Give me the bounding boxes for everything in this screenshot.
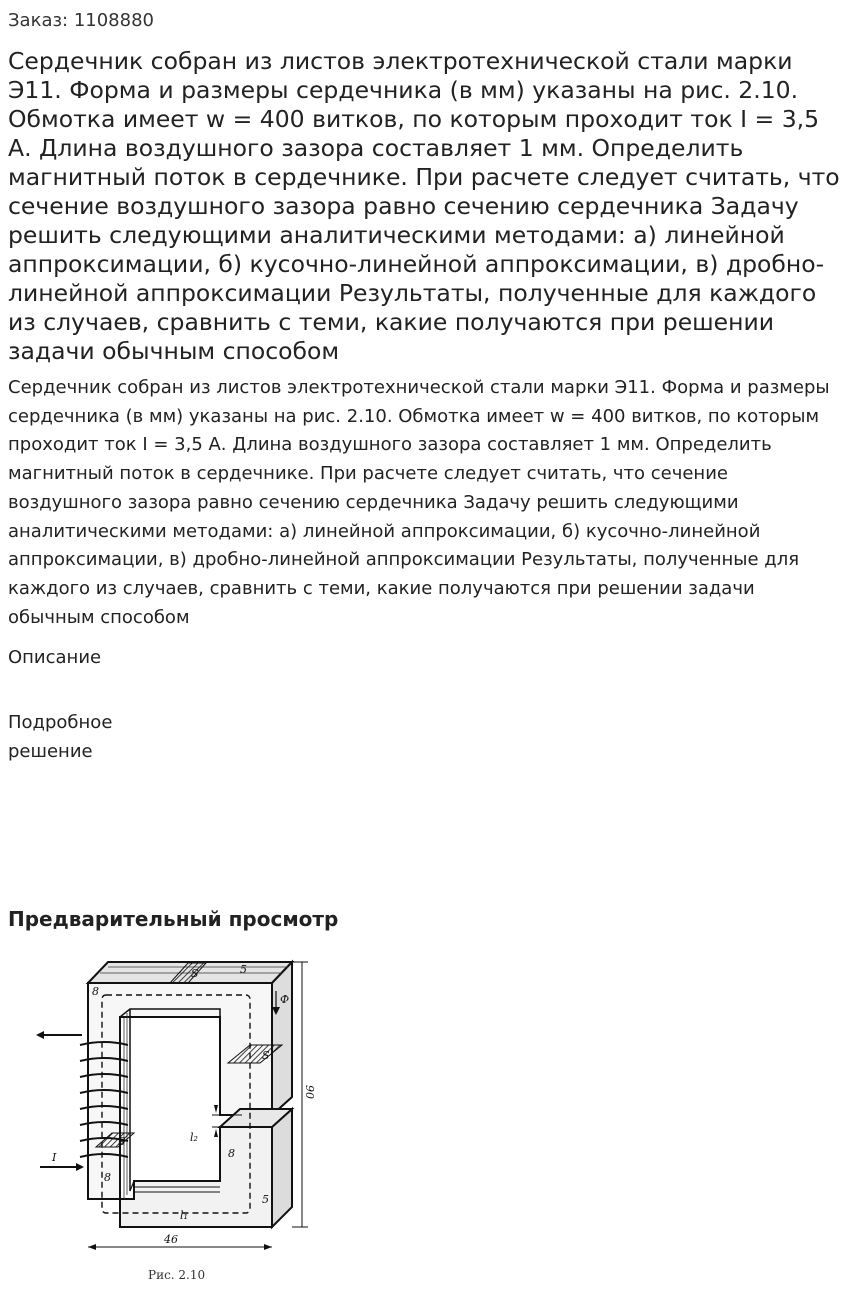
current-arrows — [36, 1031, 84, 1171]
core-window — [120, 1009, 220, 1192]
figure-caption: Рис. 2.10 — [148, 1268, 206, 1282]
svg-text:l₁: l₁ — [180, 1209, 188, 1222]
description-tab[interactable]: Описание — [8, 647, 102, 668]
svg-text:S: S — [262, 1049, 270, 1062]
dimension-width — [88, 1233, 272, 1250]
svg-text:8: 8 — [228, 1147, 235, 1160]
svg-text:l₂: l₂ — [190, 1131, 198, 1144]
svg-text:S: S — [118, 1135, 126, 1148]
solution-tab[interactable]: Подробное решение — [8, 712, 113, 762]
core-lower-part — [120, 1109, 292, 1227]
svg-text:Ф: Ф — [280, 993, 290, 1006]
order-number: Заказ: 1108880 — [8, 10, 154, 31]
task-title: Сердечник собран из листов электротехнической стали марки Э11. Форма и размеры сердечника (в мм) указаны на рис. 2.10. Обмотка имеет w = 400 витков, по которым проходит ток I = 3,5 А. Длина воздушного зазора составляет 1 мм. Определить магнитный поток в сердечнике. При расчете следует считать, что сечение воздушного зазора равно сечению сердечника Задачу решить следующими аналитическими методами: а) линейной аппроксимации, б) кусочно-линейной аппроксимации, в) дробно-линейной аппроксимации Результаты, полученные для каждого из случаев, сравнить с теми, какие получаются при решении задачи обычным способом — [8, 47, 840, 365]
svg-text:S: S — [191, 967, 199, 980]
svg-text:5: 5 — [262, 1193, 269, 1206]
core-right-face-upper — [272, 962, 292, 1115]
dimension-height — [292, 962, 316, 1227]
task-description: Сердечник собран из листов электротехнической стали марки Э11. Форма и размеры сердечника (в мм) указаны на рис. 2.10. Обмотка имеет w = 400 витков, по которым проходит ток I = 3,5 А. Длина воздушного зазора составляет 1 мм. Определить магнитный поток в сердечнике. При расчете следует считать, что сечение воздушного зазора равно сечению сердечника Задачу решить следующими аналитическими методами: а) линейной аппроксимации, б) кусочно-линейной аппроксимации, в) дробно-линейной аппроксимации Результаты, полученные для каждого из случаев, сравнить с теми, какие получаются при решении задачи обычным способом — [8, 377, 830, 628]
svg-text:8: 8 — [92, 985, 99, 998]
svg-text:I: I — [52, 1151, 57, 1164]
svg-text:5: 5 — [240, 963, 247, 976]
preview-heading: Предварительный просмотр — [8, 907, 339, 931]
core-diagram — [30, 955, 330, 1290]
svg-text:8: 8 — [104, 1171, 111, 1184]
svg-text:46: 46 — [164, 1233, 178, 1246]
svg-text:90: 90 — [303, 1085, 316, 1099]
